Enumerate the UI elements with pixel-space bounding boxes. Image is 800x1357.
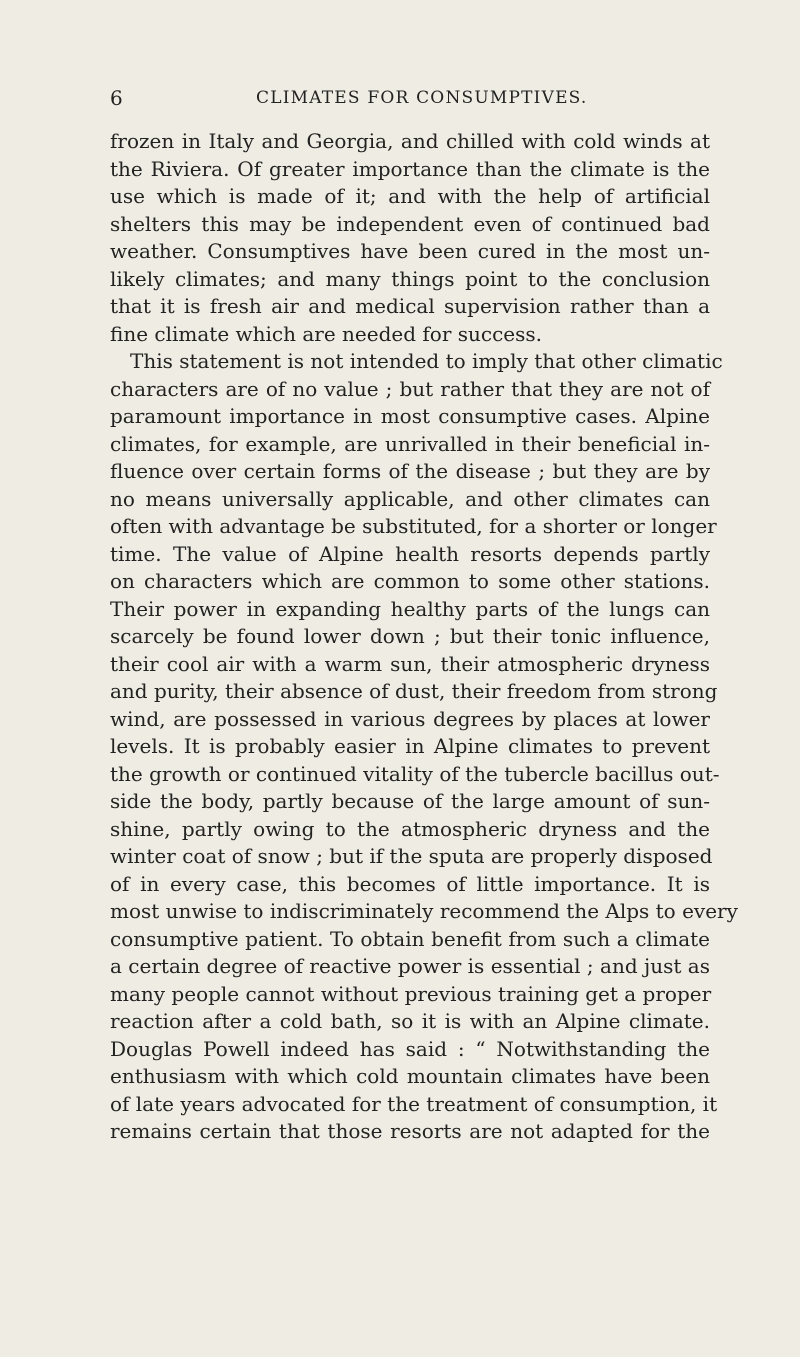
text-line: that it is fresh air and medical supervision rather than a xyxy=(110,294,710,318)
text-line: enthusiasm with which cold mountain climates have been xyxy=(110,1064,710,1088)
running-head: CLIMATES FOR CONSUMPTIVES. xyxy=(256,88,588,108)
text-line: often with advantage be substituted, for a shorter or longer xyxy=(110,514,717,538)
text-line: levels. It is probably easier in Alpine climates to prevent xyxy=(110,734,710,758)
text-line: most unwise to indiscriminately recommend the Alps to every xyxy=(110,899,738,923)
text-line: paramount importance in most consumptive cases. Alpine xyxy=(110,404,710,428)
body-text xyxy=(110,128,738,1146)
text-line: remains certain that those resorts are not adapted for the xyxy=(110,1119,710,1143)
text-line: Douglas Powell indeed has said : “ Notwithstanding the xyxy=(110,1036,710,1061)
text-line: a certain degree of reactive power is essential ; and just as xyxy=(110,954,710,978)
text-line: reaction after a cold bath, so it is with an Alpine climate. xyxy=(110,1009,710,1033)
page-header xyxy=(110,86,710,112)
text-line: climates, for example, are unrivalled in their beneficial in- xyxy=(110,431,710,456)
text-line: shine, partly owing to the atmospheric dryness and the xyxy=(110,816,710,841)
text-line: their cool air with a warm sun, their atmospheric dryness xyxy=(110,651,710,676)
text-line: weather. Consumptives have been cured in the most un- xyxy=(110,239,710,263)
text-line: winter coat of snow ; but if the sputa are properly disposed xyxy=(110,844,713,868)
text-line: many people cannot without previous training get a proper xyxy=(110,981,712,1006)
text-line: the Riviera. Of greater importance than the climate is the xyxy=(110,156,710,181)
text-line: frozen in Italy and Georgia, and chilled with cold winds at xyxy=(110,129,710,153)
text-line: of in every case, this becomes of little importance. It is xyxy=(110,871,710,896)
text-line: Their power in expanding healthy parts of the lungs can xyxy=(110,596,710,621)
text-line: shelters this may be independent even of continued bad xyxy=(110,211,710,236)
text-line: characters are of no value ; but rather that they are not of xyxy=(110,376,710,401)
text-line: consumptive patient. To obtain benefit from such a climate xyxy=(110,926,710,951)
text-line: side the body, partly because of the large amount of sun- xyxy=(110,789,710,813)
text-line: on characters which are common to some other stations. xyxy=(110,569,710,593)
text-line: likely climates; and many things point to the conclusion xyxy=(110,266,710,291)
text-line: wind, are possessed in various degrees by places at lower xyxy=(110,706,710,731)
text-line: fluence over certain forms of the disease ; but they are by xyxy=(110,459,710,483)
text-line: scarcely be found lower down ; but their tonic influence, xyxy=(110,624,710,648)
text-line: This statement is not intended to imply that other climatic xyxy=(130,349,723,373)
text-line: time. The value of Alpine health resorts depends partly xyxy=(110,541,710,566)
text-line: no means universally applicable, and other climates can xyxy=(110,486,710,511)
text-line: the growth or continued vitality of the tubercle bacillus out- xyxy=(110,761,720,786)
page-number: 6 xyxy=(110,86,124,110)
text-line: of late years advocated for the treatment of consumption, it xyxy=(110,1091,718,1116)
text-line: fine climate which are needed for success. xyxy=(110,321,543,346)
text-line: and purity, their absence of dust, their freedom from strong xyxy=(110,679,718,703)
text-line: use which is made of it; and with the help of artificial xyxy=(110,184,710,208)
